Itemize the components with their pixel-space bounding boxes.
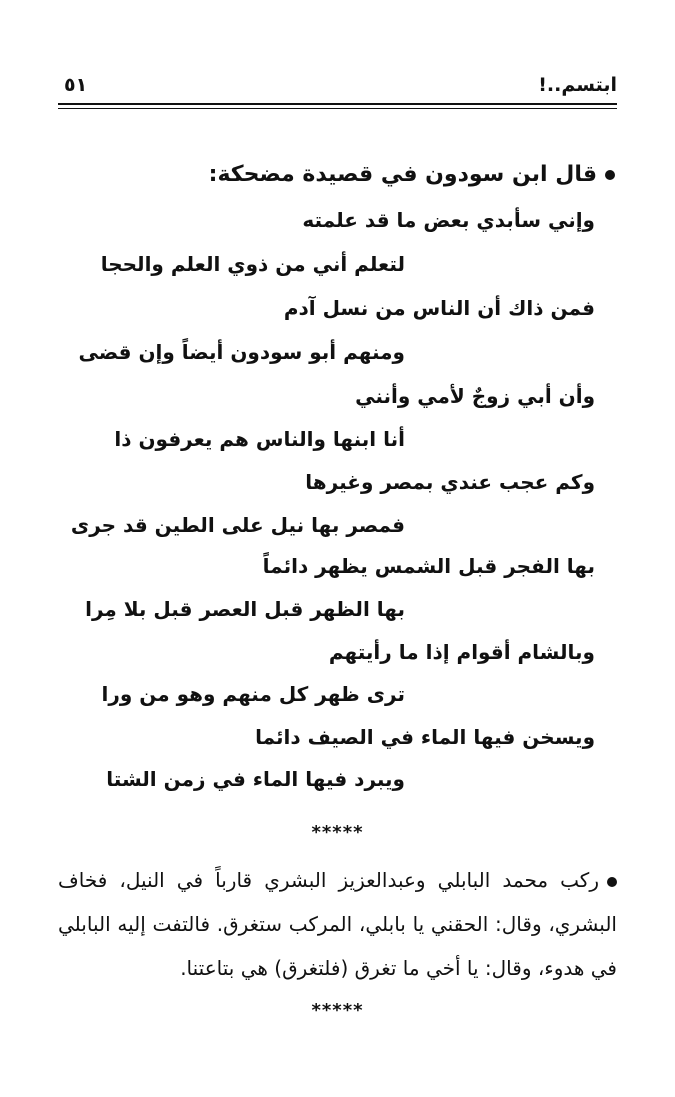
poem-intro-text: قال ابن سودون في قصيدة مضحكة: <box>208 162 597 187</box>
verse-line: ومنهم أبو سودون أيضاً وإن قضى <box>78 340 405 364</box>
anecdote-paragraph <box>58 858 617 990</box>
verse-line: ترى ظهر كل منهم وهو من ورا <box>101 682 405 706</box>
verse-line: ويسخن فيها الماء في الصيف دائما <box>255 725 595 749</box>
page-number: ٥١ <box>64 74 88 96</box>
section-separator: ***** <box>311 1000 364 1021</box>
verse-line: لتعلم أني من ذوي العلم والحجا <box>100 252 405 276</box>
anecdote-text: ركب محمد البابلي وعبدالعزيز البشري قارباً في النيل، فخاف البشري، وقال: الحقني يا بابلي، المركب ستغرق. فالتفت إليه البابلي في هدوء، وقال: يا أخي ما تغرق (فلتغرق) هي بتاعتنا. <box>58 868 617 980</box>
verse-line: وأن أبي زوجٌ لأمي وأنني <box>355 384 595 408</box>
verse-line: فمصر بها نيل على الطين قد جرى <box>70 513 405 537</box>
section-separator: ***** <box>311 822 364 843</box>
header-rule-thick <box>58 103 617 105</box>
verse-line: وبالشام أقوام إذا ما رأيتهم <box>328 640 595 664</box>
verse-line: وإني سأبدي بعض ما قد علمته <box>302 208 595 232</box>
verse-line: بها الظهر قبل العصر قبل بلا مِرا <box>85 597 405 621</box>
running-title: ابتسم..! <box>538 74 617 96</box>
header-rule-thin <box>58 108 617 109</box>
bullet-icon <box>605 170 615 180</box>
verse-line: أنا ابنها والناس هم يعرفون ذا <box>114 427 405 451</box>
verse-line: بها الفجر قبل الشمس يظهر دائماً <box>262 554 595 578</box>
verse-line: ويبرد فيها الماء في زمن الشتا <box>106 767 405 791</box>
verse-line: وكم عجب عندي بمصر وغيرها <box>305 470 595 494</box>
verse-line: فمن ذاك أن الناس من نسل آدم <box>283 296 595 320</box>
poem-intro <box>60 162 615 187</box>
page-header <box>58 70 617 100</box>
bullet-icon <box>607 877 617 887</box>
